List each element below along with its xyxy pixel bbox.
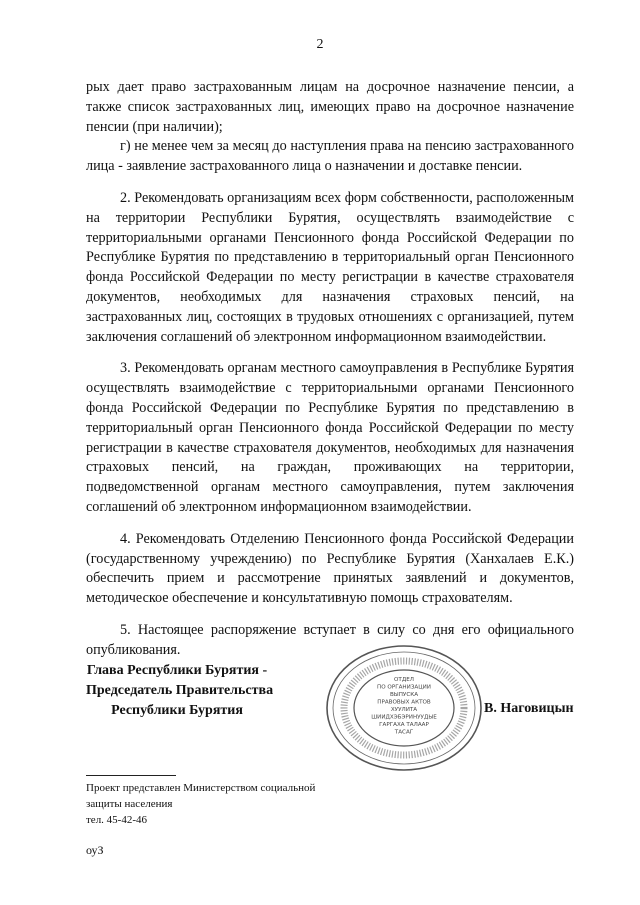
stamp-line: ГАРГАХА ТАЛААР xyxy=(379,722,429,728)
stamp-line: ПРАВОВЫХ АКТОВ xyxy=(377,699,431,706)
footnote-line: тел. 45-42-46 xyxy=(86,814,148,826)
footnote-line: Проект представлен Министерством социальной xyxy=(86,782,316,794)
signatory-name: В. Наговицын xyxy=(484,701,574,716)
stamp-line: ПО ОРГАНИЗАЦИИ xyxy=(377,684,431,691)
signatory-title xyxy=(86,661,274,721)
page-number: 2 xyxy=(316,37,324,52)
paragraph: 5. Настоящее распоряжение вступает в силу со дня его официального опубликования. xyxy=(86,621,574,658)
paragraph: г) не менее чем за месяц до наступления права на пенсию застрахованного лица - заявление застрахованного лица о назначении и доставке пенсии. xyxy=(86,138,574,175)
signatory-title-line: Председатель Правительства xyxy=(86,683,274,698)
stamp-line: ШИИДХЭБЭРИНУУДЫЕ xyxy=(371,714,437,721)
document-body xyxy=(86,78,574,661)
stamp-line: ХУУЛИТА xyxy=(390,707,418,713)
footnote-line: защиты населения xyxy=(86,798,173,810)
document-code: оуЗ xyxy=(86,843,104,857)
stamp-line: ТАСАГ xyxy=(394,729,414,736)
signatory-title-line: Республики Бурятия xyxy=(111,703,243,718)
paragraph: 4. Рекомендовать Отделению Пенсионного фонда Российской Федерации (государственному учреждению) по Республике Бурятия (Ханхалаев Е.К.) обеспечить прием и рассмотрение принятых заявлений и документов, методическое обеспечение и консультативную помощь страхователям. xyxy=(86,530,574,607)
paragraph: рых дает право застрахованным лицам на досрочное назначение пенсии, а также список застрахованных лиц, имеющих право на досрочное назначение пенсии (при наличии); xyxy=(86,79,574,135)
footnote-divider xyxy=(86,775,176,776)
stamp-line: ОТДЕЛ xyxy=(394,677,414,683)
signatory-title-line: Глава Республики Бурятия - xyxy=(86,663,268,678)
footnote xyxy=(86,780,315,828)
stamp-line: ВЫПУСКА xyxy=(389,692,419,698)
official-seal-stamp xyxy=(324,643,484,773)
paragraph: 3. Рекомендовать органам местного самоуправления в Республике Бурятия осуществлять взаимодействие с территориальными органами Пенсионного фонда Российской Федерации по Республике Бурятия по представлению в территориальный орган Пенсионного фонда Российской Федерации по месту регистрации в качестве страхователя документов, необходимых для назначения страховых пенсий, на граждан, проживающих на территории, подведомственной органам местного самоуправления, путем заключения соглашений об электронном информационном взаимодействии. xyxy=(86,360,574,515)
paragraph: 2. Рекомендовать организациям всех форм собственности, расположенным на территории Республики Бурятия, осуществлять взаимодействие с территориальными органами Пенсионного фонда Российской Федерации по Республике Бурятия по представлению в территориальный орган Пенсионного фонда Российской Федерации по месту регистрации в качестве страхователя документов, необходимых для назначения страховых пенсий, на застрахованных лиц, состоящих в трудовых отношениях с организацией, путем заключения соглашений об электронном информационном взаимодействии. xyxy=(86,189,574,345)
